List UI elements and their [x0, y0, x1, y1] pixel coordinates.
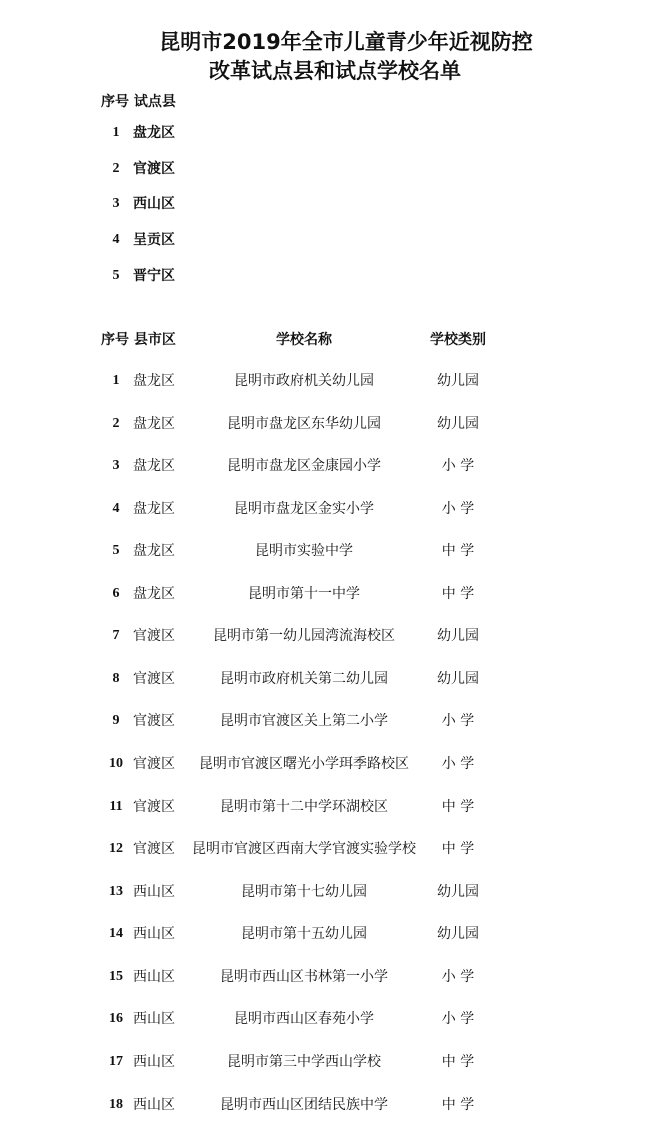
- school-name: 昆明市第十七幼儿园: [241, 884, 367, 900]
- school-name: 昆明市第十一中学: [248, 586, 360, 602]
- county-number: 5: [112, 268, 120, 283]
- school-name: 昆明市西山区书林第一小学: [220, 969, 388, 985]
- school-number: 4: [112, 501, 120, 516]
- document-title-line-1: 昆明市2019年全市儿童青少年近视防控: [159, 30, 533, 54]
- school-type: 中 学: [441, 543, 475, 559]
- table-row: [0, 795, 650, 819]
- school-district: 西山区: [133, 1011, 175, 1027]
- school-district: 官渡区: [133, 628, 175, 644]
- schools-header-name: 学校名称: [276, 332, 332, 348]
- table-row: [0, 837, 650, 861]
- table-row: [0, 1093, 650, 1117]
- school-number: 11: [109, 799, 123, 814]
- table-row: [0, 965, 650, 989]
- school-type: 幼儿园: [437, 373, 479, 389]
- school-type: 小 学: [441, 969, 475, 985]
- county-name: 呈贡区: [133, 232, 175, 248]
- school-name: 昆明市第三中学西山学校: [227, 1054, 381, 1070]
- school-district: 西山区: [133, 926, 175, 942]
- county-row: [0, 121, 650, 145]
- school-type: 幼儿园: [437, 671, 479, 687]
- table-row: [0, 624, 650, 648]
- school-number: 13: [109, 884, 123, 899]
- school-type: 中 学: [441, 1054, 475, 1070]
- school-number: 16: [109, 1011, 123, 1026]
- school-district: 官渡区: [133, 713, 175, 729]
- table-row: [0, 880, 650, 904]
- school-type: 幼儿园: [437, 628, 479, 644]
- table-row: [0, 1050, 650, 1074]
- county-row: [0, 264, 650, 288]
- school-name: 昆明市西山区团结民族中学: [220, 1097, 388, 1113]
- school-number: 2: [112, 416, 120, 431]
- school-number: 6: [112, 586, 120, 601]
- school-district: 西山区: [133, 884, 175, 900]
- school-name: 昆明市第十五幼儿园: [241, 926, 367, 942]
- school-name: 昆明市官渡区关上第二小学: [220, 713, 388, 729]
- county-name: 官渡区: [133, 161, 175, 177]
- counties-header: 序号 试点县: [101, 94, 176, 110]
- schools-header-number-district: 序号 县市区: [101, 332, 176, 348]
- table-row: [0, 497, 650, 521]
- school-district: 西山区: [133, 1097, 175, 1113]
- school-district: 西山区: [133, 1054, 175, 1070]
- school-type: 小 学: [441, 458, 475, 474]
- school-name: 昆明市盘龙区金康园小学: [227, 458, 381, 474]
- county-name: 盘龙区: [133, 125, 175, 141]
- school-type: 中 学: [441, 841, 475, 857]
- county-number: 4: [112, 232, 120, 247]
- table-row: [0, 752, 650, 776]
- school-type: 幼儿园: [437, 926, 479, 942]
- table-row: [0, 667, 650, 691]
- county-row: [0, 228, 650, 252]
- table-row: [0, 922, 650, 946]
- school-type: 小 学: [441, 1011, 475, 1027]
- county-number: 3: [112, 196, 120, 211]
- school-number: 3: [112, 458, 120, 473]
- school-number: 18: [109, 1097, 123, 1112]
- school-number: 5: [112, 543, 120, 558]
- table-row: [0, 412, 650, 436]
- school-name: 昆明市实验中学: [255, 543, 353, 559]
- school-name: 昆明市政府机关幼儿园: [234, 373, 374, 389]
- school-name: 昆明市盘龙区金实小学: [234, 501, 374, 517]
- school-number: 9: [112, 713, 120, 728]
- county-row: [0, 192, 650, 216]
- county-row: [0, 157, 650, 181]
- school-name: 昆明市官渡区曙光小学珥季路校区: [199, 756, 409, 772]
- school-district: 盘龙区: [133, 373, 175, 389]
- county-number: 2: [112, 161, 120, 176]
- schools-header-type: 学校类别: [430, 332, 486, 348]
- school-type: 小 学: [441, 756, 475, 772]
- school-district: 官渡区: [133, 841, 175, 857]
- school-name: 昆明市政府机关第二幼儿园: [220, 671, 388, 687]
- school-district: 盘龙区: [133, 458, 175, 474]
- school-district: 盘龙区: [133, 543, 175, 559]
- school-type: 幼儿园: [437, 416, 479, 432]
- school-type: 小 学: [441, 501, 475, 517]
- county-name: 晋宁区: [133, 268, 175, 284]
- school-number: 1: [112, 373, 120, 388]
- school-district: 盘龙区: [133, 586, 175, 602]
- document-title-line-2: 改革试点县和试点学校名单: [209, 59, 461, 83]
- school-name: 昆明市第一幼儿园湾流海校区: [213, 628, 395, 644]
- table-row: [0, 369, 650, 393]
- school-type: 中 学: [441, 799, 475, 815]
- school-number: 12: [109, 841, 123, 856]
- school-district: 盘龙区: [133, 501, 175, 517]
- school-number: 14: [109, 926, 123, 941]
- school-type: 中 学: [441, 586, 475, 602]
- school-number: 8: [112, 671, 120, 686]
- table-row: [0, 709, 650, 733]
- school-name: 昆明市第十二中学环湖校区: [220, 799, 388, 815]
- school-type: 小 学: [441, 713, 475, 729]
- school-name: 昆明市盘龙区东华幼儿园: [227, 416, 381, 432]
- school-number: 17: [109, 1054, 123, 1069]
- school-district: 官渡区: [133, 756, 175, 772]
- county-name: 西山区: [133, 196, 175, 212]
- table-row: [0, 1007, 650, 1031]
- school-district: 盘龙区: [133, 416, 175, 432]
- table-row: [0, 582, 650, 606]
- school-name: 昆明市官渡区西南大学官渡实验学校: [192, 841, 416, 857]
- school-number: 7: [112, 628, 120, 643]
- school-number: 10: [109, 756, 123, 771]
- school-district: 官渡区: [133, 799, 175, 815]
- table-row: [0, 539, 650, 563]
- school-district: 西山区: [133, 969, 175, 985]
- school-type: 幼儿园: [437, 884, 479, 900]
- school-district: 官渡区: [133, 671, 175, 687]
- school-number: 15: [109, 969, 123, 984]
- school-name: 昆明市西山区春苑小学: [234, 1011, 374, 1027]
- table-row: [0, 454, 650, 478]
- school-type: 中 学: [441, 1097, 475, 1113]
- county-number: 1: [112, 125, 120, 140]
